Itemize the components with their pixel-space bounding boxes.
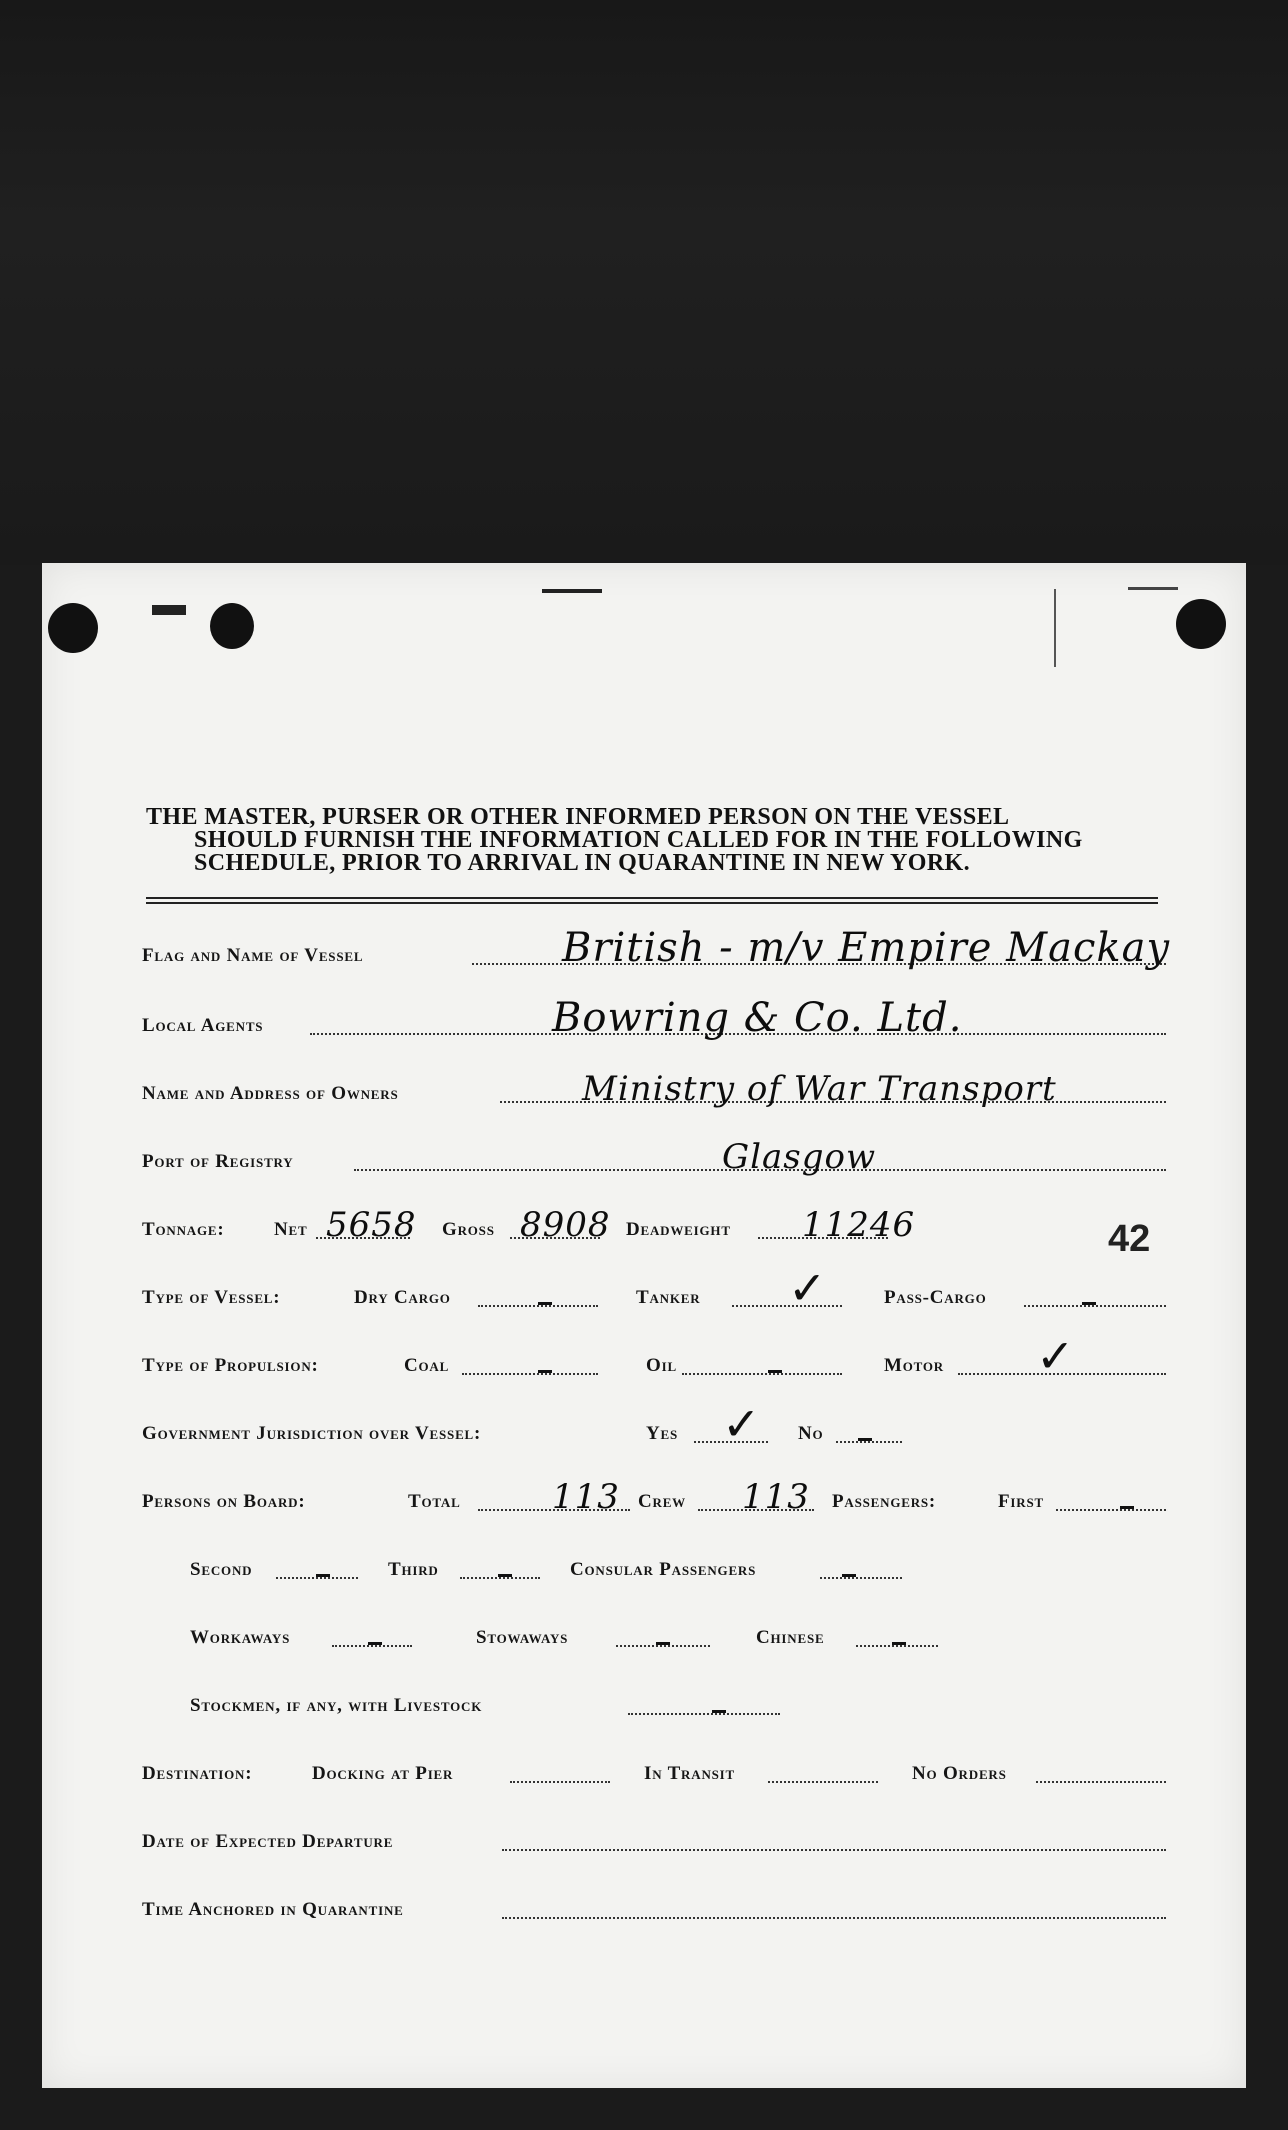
dotted-leader — [1036, 1781, 1166, 1783]
row-tonnage — [142, 1207, 1166, 1247]
pier-label: Docking at Pier — [312, 1763, 454, 1784]
propulsion-label: Type of Propulsion: — [142, 1355, 319, 1376]
dotted-leader — [332, 1645, 412, 1647]
double-rule-top — [146, 897, 1158, 899]
vessel-value: British - m/v Empire Mackay — [562, 925, 1171, 971]
first-value — [1120, 1506, 1134, 1509]
destination-label: Destination: — [142, 1763, 253, 1784]
stowaways-label: Stowaways — [476, 1627, 569, 1648]
tonnage-label: Tonnage: — [142, 1219, 225, 1240]
total-label: Total — [408, 1491, 461, 1512]
chinese-value — [892, 1642, 906, 1645]
row-vessel — [142, 925, 1171, 973]
dotted-leader — [276, 1577, 358, 1579]
third-label: Third — [388, 1559, 439, 1580]
consular-value — [842, 1574, 856, 1577]
workaways-label: Workaways — [190, 1627, 291, 1648]
instruction-line: SHOULD FURNISH THE INFORMATION CALLED FOR IN THE FOLLOWING — [194, 827, 1083, 853]
owners-value: Ministry of War Transport — [582, 1069, 1057, 1109]
row-others — [142, 1615, 1166, 1655]
row-jurisdiction — [142, 1397, 1166, 1451]
dry-cargo-value — [538, 1302, 552, 1305]
dotted-leader — [768, 1781, 878, 1783]
tanker-label: Tanker — [636, 1287, 701, 1308]
deadweight-value: 11246 — [802, 1205, 916, 1245]
scan-mark — [1054, 589, 1056, 667]
row-agents — [142, 995, 1166, 1043]
row-registry — [142, 1139, 1166, 1179]
pass-cargo-label: Pass-Cargo — [884, 1287, 987, 1308]
crew-value: 113 — [742, 1477, 810, 1517]
punch-hole-right — [1176, 599, 1226, 649]
workaways-value — [368, 1642, 382, 1645]
coal-label: Coal — [404, 1355, 450, 1376]
yes-label: Yes — [646, 1423, 679, 1444]
instruction-line: SCHEDULE, PRIOR TO ARRIVAL IN QUARANTINE IN NEW YORK. — [194, 850, 971, 876]
second-label: Second — [190, 1559, 253, 1580]
persons-label: Persons on Board: — [142, 1491, 306, 1512]
oil-value — [768, 1370, 782, 1373]
dotted-leader — [682, 1373, 842, 1375]
row-persons — [142, 1479, 1166, 1519]
scan-mark — [152, 605, 186, 615]
row-stockmen — [142, 1683, 1166, 1723]
total-value: 113 — [552, 1477, 620, 1517]
punch-hole-mid — [210, 603, 254, 649]
punch-hole-left — [48, 603, 98, 653]
motor-check: ✓ — [1036, 1329, 1076, 1383]
pass-cargo-value — [1082, 1302, 1096, 1305]
stowaways-value — [656, 1642, 670, 1645]
registry-value: Glasgow — [722, 1137, 877, 1177]
dotted-leader — [616, 1645, 710, 1647]
oil-label: Oil — [646, 1355, 677, 1376]
departure-label: Date of Expected Departure — [142, 1831, 394, 1852]
no-label: No — [798, 1423, 824, 1444]
tanker-check: ✓ — [788, 1261, 828, 1315]
dotted-leader — [856, 1645, 938, 1647]
anchored-label: Time Anchored in Quarantine — [142, 1899, 404, 1920]
vessel-label: Flag and Name of Vessel — [142, 945, 364, 966]
row-classes — [142, 1547, 1166, 1587]
double-rule-bottom — [146, 902, 1158, 904]
scan-mark — [1128, 587, 1178, 590]
transit-label: In Transit — [644, 1763, 735, 1784]
stockmen-label: Stockmen, if any, with Livestock — [190, 1695, 483, 1716]
instruction-line: THE MASTER, PURSER OR OTHER INFORMED PERSON ON THE VESSEL — [146, 804, 1010, 830]
net-label: Net — [274, 1219, 308, 1240]
net-value: 5658 — [326, 1205, 417, 1245]
dotted-leader — [502, 1917, 1166, 1919]
crew-label: Crew — [638, 1491, 686, 1512]
dotted-leader — [510, 1781, 610, 1783]
dotted-leader — [836, 1441, 902, 1443]
passengers-label: Passengers: — [832, 1491, 937, 1512]
chinese-label: Chinese — [756, 1627, 825, 1648]
dotted-leader — [1056, 1509, 1166, 1511]
dry-cargo-label: Dry Cargo — [354, 1287, 451, 1308]
motor-label: Motor — [884, 1355, 944, 1376]
row-owners — [142, 1071, 1166, 1111]
page-number: 42 — [1108, 1218, 1151, 1260]
dotted-leader — [462, 1373, 598, 1375]
vessel-type-label: Type of Vessel: — [142, 1287, 281, 1308]
row-destination — [142, 1751, 1166, 1791]
row-anchored — [142, 1887, 1166, 1927]
gross-value: 8908 — [520, 1205, 611, 1245]
scan-mark — [542, 589, 602, 593]
row-departure — [142, 1819, 1166, 1859]
registry-label: Port of Registry — [142, 1151, 294, 1172]
jurisdiction-label: Government Jurisdiction over Vessel: — [142, 1423, 482, 1444]
no-value — [858, 1438, 872, 1441]
form-instructions — [146, 806, 1206, 875]
coal-value — [538, 1370, 552, 1373]
owners-label: Name and Address of Owners — [142, 1083, 399, 1104]
no-orders-label: No Orders — [912, 1763, 1007, 1784]
consular-label: Consular Passengers — [570, 1559, 757, 1580]
dotted-leader — [460, 1577, 540, 1579]
agents-label: Local Agents — [142, 1015, 264, 1036]
first-label: First — [998, 1491, 1044, 1512]
dotted-leader — [502, 1849, 1166, 1851]
scan-background — [0, 0, 1288, 565]
third-value — [498, 1574, 512, 1577]
deadweight-label: Deadweight — [626, 1219, 731, 1240]
row-vessel-type — [142, 1261, 1166, 1315]
yes-check: ✓ — [722, 1397, 762, 1451]
row-propulsion — [142, 1329, 1166, 1383]
quarantine-form — [42, 563, 1246, 2088]
dotted-leader — [1024, 1305, 1166, 1307]
dotted-leader — [628, 1713, 780, 1715]
second-value — [316, 1574, 330, 1577]
dotted-leader — [820, 1577, 902, 1579]
dotted-leader — [478, 1305, 598, 1307]
gross-label: Gross — [442, 1219, 495, 1240]
stockmen-value — [712, 1710, 726, 1713]
agents-value: Bowring & Co. Ltd. — [552, 995, 963, 1041]
